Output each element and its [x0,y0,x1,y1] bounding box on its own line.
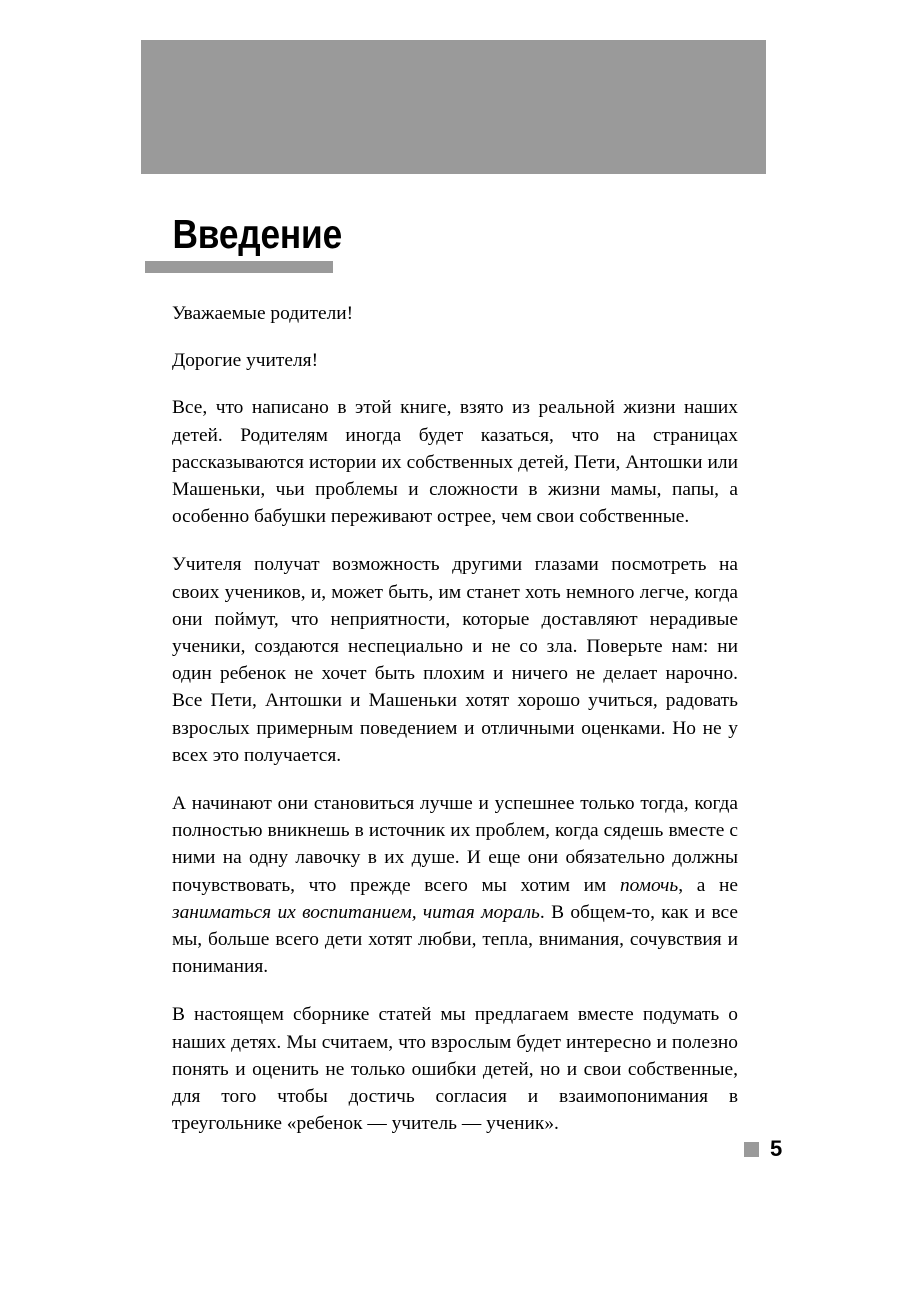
page-title: Введение [172,211,343,257]
paragraph-1: Все, что написано в этой книге, взято из реальной жизни наших детей. Родителям иногда будет казаться, что на страницах рассказываются истории их собственных детей, Пети, Антошки или Машеньки, чьи проблемы и сложности в жизни мамы, папы, а особенно бабушки переживают острее, чем свои собственные. [172,397,738,528]
chapter-heading-block [145,212,765,256]
salutation-teachers: Дорогие учителя! [172,350,319,372]
page-number: 5 [770,1136,783,1161]
square-marker-icon [744,1142,759,1157]
paragraph-3-text-b: , а не [678,874,738,896]
paragraph-3-text-a: А начинают они становиться лучше и успешнее только тогда, когда полностью вникнешь в источник их проблем, когда сядешь вместе с ними на одну лавочку в их душе. И еще они обязательно должны почувствовать, что прежде всего мы хотим им [172,793,738,896]
paragraph-4: В настоящем сборнике статей мы предлагаем вместе подумать о наших детях. Мы считаем, что взрослым будет интересно и полезно понять и оценить не только ошибки детей, но и свои собственные, для того чтобы достичь согласия и взаимопонимания в треугольнике «ребенок — учитель — ученик». [172,1004,738,1135]
header-gray-banner [141,40,766,174]
page-footer [744,1138,782,1160]
paragraph-3 [172,790,738,980]
paragraph-3-emphasis-a: помочь [619,874,679,896]
paragraph-2: Учителя получат возможность другими глазами посмотреть на своих учеников, и, может быть, им станет хоть немного легче, когда они поймут, что неприятности, которые доставляют нерадивые ученики, создаются неспециально и не со зла. Поверьте нам: ни один ребенок не хочет быть плохим и ничего не делает нарочно. Все Пети, Антошки и Машеньки хотят хорошо учиться, радовать взрослых примерным поведением и отличными оценками. Но не у всех это получается. [172,554,738,766]
paragraph-3-emphasis-b: заниматься их воспитанием, читая мораль [172,901,540,923]
chapter-title-underline [145,261,333,273]
paragraph-3-text-c: . В общем-то, как и все мы, больше всего дети хотят любви, тепла, внимания, сочувствия и понимания. [172,901,738,978]
body-text-column [172,300,738,1137]
salutation-parents: Уважаемые родители! [172,303,354,324]
